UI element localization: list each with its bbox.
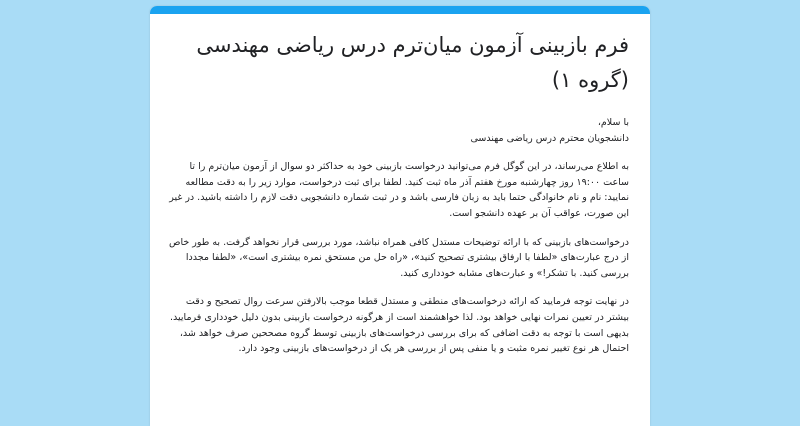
description-paragraph-closing: در نهایت توجه فرمایید که ارائه درخواست‌های منطقی و مستدل قطعا موجب بالارفتن سرعت روال تصحیح و دقت بیشتر در تعیین نمرات نهایی خواهد بود. لذا خواهشمند است از هرگونه درخواست بازبینی بدون دلیل خودداری فرمایید. بدیهی است با توجه به دقت اضافی که برای بررسی درخواست‌های بازبینی توسط گروه مصححین صرف خواهد شد، احتمال هر نوع تغییر نمره مثبت و یا منفی پس از بررسی هر یک از درخواست‌های بازبینی وجود دارد. <box>170 296 629 355</box>
greeting-addressee: دانشجویان محترم درس ریاضی مهندسی <box>470 132 629 144</box>
form-header-card <box>150 6 650 426</box>
description-paragraph-instructions: به اطلاع می‌رساند، در این گوگل فرم می‌توانید درخواست بازبینی خود به حداکثر دو سوال از آزمون میان‌ترم را تا ساعت ۱۹:۰۰ روز چهارشنبه مورخ هفتم آذر ماه ثبت کنید. لطفا برای ثبت درخواست، موارد زیر را به دقت مطالعه نمایید: نام و نام خانوادگی حتما باید به زبان فارسی باشد و در ثبت شماره دانشجویی دقت لازم را داشته باشید. در غیر این صورت، عواقب آن بر عهده دانشجو است. <box>169 161 629 219</box>
form-title: فرم بازبینی آزمون میان‌ترم درس ریاضی مهندسی (گروه ۱) <box>196 33 629 92</box>
form-header-content <box>169 28 629 357</box>
theme-accent-bar <box>150 6 650 14</box>
greeting-line: با سلام، <box>597 117 629 128</box>
description-paragraph-requirements: درخواست‌های بازبینی که با ارائه توضیحات مستدل کافی همراه نباشد، مورد بررسی قرار نخواهد گرفت. به طور خاص از درج عبارت‌های «لطفا با ارفاق بیشتری تصحیح کنید»، «راه حل من مستحق نمره بیشتری است»، «لطفا مجددا بررسی کنید. با تشکر!» و عبارت‌های مشابه خودداری کنید. <box>168 236 629 279</box>
form-description <box>169 115 629 357</box>
